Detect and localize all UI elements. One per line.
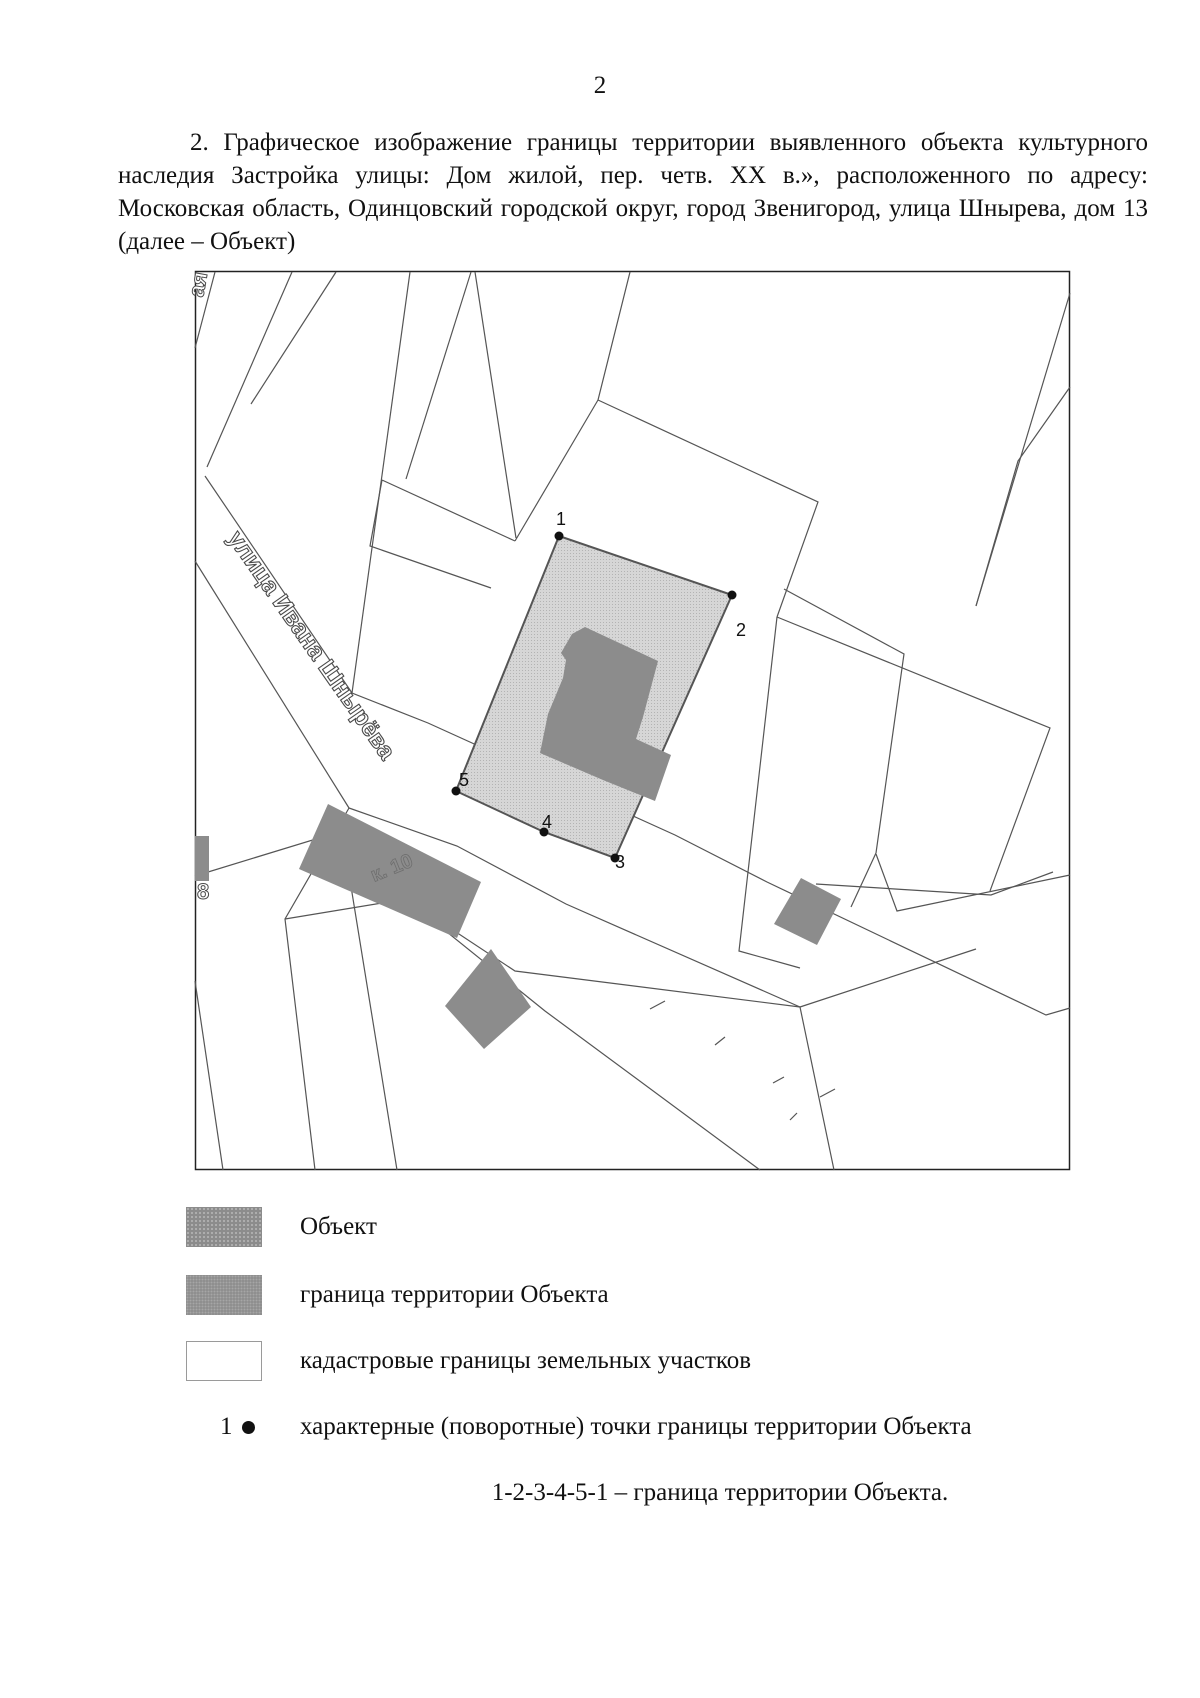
boundary-swatch [186,1275,262,1315]
point-1-label: 1 [556,509,567,529]
legend-boundary [186,1275,1136,1319]
legend-object-label: Объект [300,1213,377,1240]
legend-points [220,1413,1180,1453]
point-2-label: 2 [736,620,747,640]
cadastre-swatch [186,1341,262,1381]
point-4-label: 4 [542,812,553,832]
legend-boundary-label: граница территории Объекта [300,1281,609,1308]
object-swatch [186,1207,262,1247]
legend-cadastre [186,1341,1136,1385]
building-number-label: к. 10 [367,849,417,887]
legend-point-number: 1 [220,1413,233,1440]
legend-cadastre-label: кадастровые границы земельных участков [300,1347,752,1374]
street-name-label: улица Ивана Шнырёва [222,525,401,765]
corner-street-fragment: ая [183,269,213,299]
edge-building [195,836,209,881]
section-heading: 2. Графическое изображение границы территории выявленного объекта культурного наследия Застройка улицы: Дом жилой, пер. четв. XX в.», расположенного по адресу: Московская область, Одинцовский городской округ, город Звенигород, улица Шнырева, дом 13 (далее – Объект) [118,129,1148,255]
cadastral-map [183,269,1070,1170]
boundary-sequence: 1-2-3-4-5-1 – граница территории Объекта. [491,1479,949,1506]
legend-points-label: характерные (поворотные) точки границы территории Объекта [300,1413,972,1440]
point-2-marker [728,591,737,600]
page-number: 2 [593,72,607,99]
point-5-label: 5 [459,770,470,790]
point-1-marker [555,532,564,541]
point-marker-icon [242,1421,255,1434]
point-3-label: 3 [615,852,626,872]
legend-object [186,1207,1136,1251]
edge-house-number: 8 [197,879,210,904]
